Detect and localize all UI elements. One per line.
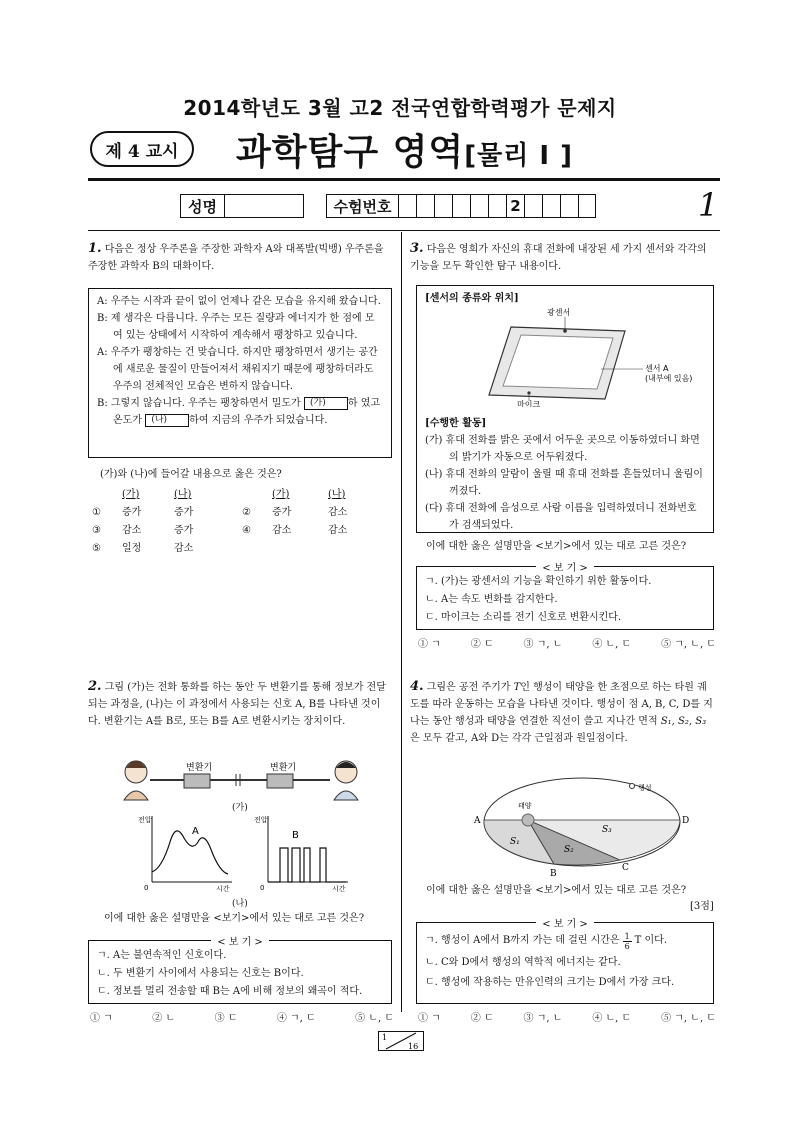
point-b: B — [550, 869, 557, 879]
q3-answer[interactable]: ⑤ ㄱ, ㄴ, ㄷ — [661, 639, 716, 650]
q3-answer[interactable]: ② ㄷ — [470, 639, 494, 650]
point-a: A — [474, 816, 481, 826]
q2-fig-ga: (가) — [232, 803, 248, 813]
q2-answer[interactable]: ③ ㄷ — [214, 1013, 238, 1024]
q1-option-row — [92, 522, 392, 540]
page-counter — [378, 1031, 424, 1051]
sensor-a-label: 센서 A — [645, 364, 669, 373]
q2-bogi-box — [88, 937, 392, 1004]
q3-number: 3. — [410, 241, 424, 256]
signal-a-label: A — [192, 826, 199, 837]
q2-question: 이에 대한 옳은 설명만을 <보기>에서 있는 대로 고른 것은? — [104, 913, 365, 924]
q2-x-label-a: 시간 — [216, 885, 230, 893]
q4-points: [3점] — [690, 901, 714, 912]
q1-option-value: 감소 — [328, 507, 348, 518]
q3-answers — [418, 636, 716, 654]
q2-bogi-item: ㄷ. 정보를 멀리 전송할 때 B는 A에 비해 정보의 왜곡이 적다. — [97, 986, 363, 997]
column-divider — [401, 232, 402, 1012]
q2-origin-a: 0 — [144, 884, 149, 892]
q1-col-header: (가) — [272, 489, 290, 500]
area-s1: S₁ — [510, 837, 520, 847]
q4-answer[interactable]: ③ ㄱ, ㄴ — [523, 1013, 563, 1024]
exam-number-box[interactable] — [416, 194, 434, 218]
q4-bogi-item: ㄷ. 행성에 작용하는 만유인력의 크기는 D에서 가장 크다. — [425, 977, 675, 988]
q2-x-label-b: 시간 — [332, 885, 346, 893]
q1-options — [92, 486, 392, 558]
signal-b-label: B — [292, 830, 299, 841]
q3-answer[interactable]: ③ ㄱ, ㄴ — [523, 639, 563, 650]
exam-title: 2014학년도 3월 고2 전국연합학력평가 문제지 — [183, 96, 617, 120]
q3-info-box — [416, 285, 714, 533]
q2-stem — [88, 678, 392, 730]
exam-number-box[interactable] — [470, 194, 488, 218]
q2-answer[interactable]: ② ㄴ — [152, 1013, 176, 1024]
q1-blank-ga: (가) — [304, 397, 348, 410]
q2-signal-graphs — [132, 812, 372, 894]
q1-dialog-text: 였고 온도가 — [113, 398, 381, 426]
q2-origin-b: 0 — [260, 884, 265, 892]
q1-option-number[interactable]: ③ — [92, 525, 101, 536]
q2-y-label-a: 전압 — [138, 816, 152, 824]
q1-option-number[interactable]: ⑤ — [92, 543, 101, 554]
header-bottom-rule — [88, 230, 720, 231]
converter-label-1: 변환기 — [186, 763, 213, 773]
q1-option-value: 증가 — [122, 507, 142, 518]
q2-text: 그림 (가)는 전화 통화를 하는 동안 두 변환기를 통해 정보가 전달되는 과정을, (나)는 이 과정에서 사용되는 신호 A, B를 나타낸 것이다. 변환기는 A를 B로, 또는 B를 A로 변환시키는 장치이다. — [88, 682, 386, 727]
q4-answer[interactable]: ① ㄱ — [418, 1013, 441, 1024]
q2-bogi-item: ㄴ. 두 변환기 사이에서 사용되는 신호는 B이다. — [97, 968, 304, 979]
q3-bogi-item: ㄴ. A는 속도 변화를 감지한다. — [425, 594, 558, 605]
q2-y-label-b: 전압 — [254, 816, 268, 824]
point-c: C — [622, 863, 629, 873]
q1-option-number[interactable]: ① — [92, 507, 101, 518]
subject-sub: [물리 I ] — [464, 141, 573, 171]
q1-option-value: 증가 — [174, 525, 194, 536]
q2-number: 2. — [88, 679, 102, 694]
q3-bogi-item: ㄷ. 마이크는 소리를 전기 신호로 변환시킨다. — [425, 612, 622, 623]
name-field[interactable] — [224, 194, 304, 218]
q1-col-header: (가) — [122, 489, 140, 500]
q4-answers — [418, 1010, 716, 1028]
exam-number-box[interactable] — [434, 194, 452, 218]
exam-number-box[interactable] — [578, 194, 596, 218]
page-total: 16 — [408, 1042, 419, 1051]
q2-fig-na: (나) — [232, 899, 248, 909]
area-s3: S₃ — [602, 825, 612, 835]
q4-number: 4. — [410, 679, 424, 694]
q2-answers — [90, 1010, 394, 1028]
q1-option-value: 증가 — [174, 507, 194, 518]
subject-title — [236, 124, 573, 175]
q1-dialog-line: A: 우주가 팽창하는 건 맞습니다. 하지만 팽창하면서 생기는 공간에 새로운 물질이 만들어져서 채워지기 때문에 팽창하더라도 우주의 전체적인 모습은 변하지 않습니다. — [97, 347, 378, 392]
q1-option-value: 감소 — [272, 525, 292, 536]
q2-answer[interactable]: ⑤ ㄴ, ㄷ — [355, 1013, 394, 1024]
q1-option-number[interactable]: ② — [242, 507, 251, 518]
exam-number-digit: 2 — [506, 194, 524, 218]
exam-number-box[interactable] — [542, 194, 560, 218]
q4-areas: S₁, S₂, S₃ — [660, 716, 707, 727]
exam-number-box[interactable] — [488, 194, 506, 218]
q4-answer[interactable]: ④ ㄴ, ㄷ — [592, 1013, 632, 1024]
q3-stem — [410, 240, 715, 275]
fraction-denominator: 6 — [624, 941, 630, 951]
q1-option-value: 증가 — [272, 507, 292, 518]
planet-label: 행성 — [638, 784, 652, 792]
q1-blank-na: (나) — [145, 414, 189, 427]
q1-option-value: 일정 — [122, 543, 142, 554]
q4-question: 이에 대한 옳은 설명만을 <보기>에서 있는 대로 고른 것은? — [426, 885, 687, 896]
q2-phone-diagram — [122, 752, 362, 802]
q2-answer[interactable]: ④ ㄱ, ㄷ — [276, 1013, 316, 1024]
exam-number-box[interactable] — [398, 194, 416, 218]
q3-activity: (다) 휴대 전화에 음성으로 사람 이름을 입력하였더니 전화번호가 검색되었다. — [425, 503, 697, 531]
q1-col-header: (나) — [174, 489, 192, 500]
header-rule — [88, 178, 720, 181]
q4-stem — [410, 678, 715, 747]
q3-bogi-item: ㄱ. (가)는 광센서의 기능을 확인하기 위한 활동이다. — [425, 576, 652, 587]
page-number: 1 — [698, 186, 719, 224]
q4-answer[interactable]: ② ㄷ — [470, 1013, 494, 1024]
q4-orbit-diagram — [472, 776, 690, 880]
student-info-row — [180, 194, 596, 218]
exam-number-box[interactable] — [452, 194, 470, 218]
q4-bogi-text: ㄱ. 행성이 A에서 B까지 가는 데 걸린 시간은 — [425, 935, 620, 946]
q2-bogi-item: ㄱ. A는 불연속적인 신호이다. — [97, 950, 227, 961]
converter-label-2: 변환기 — [270, 763, 297, 773]
q1-option-row — [92, 540, 392, 558]
area-s2: S₂ — [564, 845, 574, 855]
q1-col-header: (나) — [328, 489, 346, 500]
q1-option-row — [92, 504, 392, 522]
q1-question: (가)와 (나)에 들어갈 내용으로 옳은 것은? — [100, 469, 282, 480]
q1-dialog-text: B: 그렇지 않습니다. 우주는 팽창하면서 밀도가 — [97, 398, 301, 409]
sensor-a-note: (내부에 있음) — [645, 374, 693, 383]
point-d: D — [682, 816, 690, 826]
light-sensor-label: 광센서 — [547, 308, 571, 317]
q1-dialog-line: B: 제 생각은 다릅니다. 우주는 모든 질량과 에너지가 한 점에 모여 있는 상태에서 시작하여 계속해서 팽창하고 있습니다. — [97, 313, 375, 341]
q4-text: 그림은 공전 주기가 — [426, 682, 511, 693]
sun-label: 태양 — [518, 802, 532, 810]
q1-dialog-line — [97, 395, 383, 429]
q3-bogi-box — [416, 563, 714, 630]
q3-sensor-heading: [센서의 종류와 위치] — [425, 293, 519, 304]
q1-dialog-line: A: 우주는 시작과 끝이 없이 언제나 같은 모습을 유지해 왔습니다. — [97, 296, 381, 307]
q1-option-value: 감소 — [174, 543, 194, 554]
exam-number-box[interactable] — [560, 194, 578, 218]
name-label: 성명 — [180, 194, 224, 218]
q4-text: 은 모두 같고, A와 D는 각각 근일점과 원일점이다. — [410, 733, 628, 744]
mic-label: 마이크 — [517, 400, 541, 407]
q1-dialog-text: 하여 지금의 우주가 되었습니다. — [189, 415, 328, 426]
q1-option-value: 감소 — [328, 525, 348, 536]
q3-answer[interactable]: ① ㄱ — [418, 639, 441, 650]
exam-number-box[interactable] — [524, 194, 542, 218]
q3-activity-heading: [수행한 활동] — [425, 418, 487, 429]
q3-question: 이에 대한 옳은 설명만을 <보기>에서 있는 대로 고른 것은? — [426, 541, 687, 552]
q3-activity: (나) 휴대 전화의 알람이 울릴 때 휴대 전화를 흔들었더니 울림이 꺼졌다. — [425, 469, 703, 497]
q3-answer[interactable]: ④ ㄴ, ㄷ — [592, 639, 632, 650]
q3-text: 다음은 영희가 자신의 휴대 전화에 내장된 세 가지 센서와 각각의 기능을 모두 확인한 탐구 내용이다. — [410, 244, 707, 272]
period-badge: 제 4 교시 — [90, 131, 194, 167]
subject-name: 과학탐구 영역 — [236, 132, 465, 173]
page-current: 1 — [382, 1033, 388, 1042]
q1-option-value: 감소 — [122, 525, 142, 536]
q1-dialog-text: 하 — [347, 398, 358, 409]
q4-period-symbol: T — [513, 682, 521, 693]
q4-text: 인 행성이 태양을 한 초점으로 하는 타원 궤도를 따라 운동하는 모습을 나타낸 것이다. 행성이 점 A, B, C, D를 지나는 동안 행성과 태양을 연결한 직선이 쓸고 지나간 면적 — [410, 682, 713, 727]
q1-option-number[interactable]: ④ — [242, 525, 251, 536]
q4-bogi-box — [416, 919, 714, 1004]
q4-bogi-item: ㄴ. C와 D에서 행성의 역학적 에너지는 같다. — [425, 957, 621, 968]
q4-bogi-text: T 이다. — [634, 935, 668, 946]
q1-text: 다음은 정상 우주론을 주장한 과학자 A와 대폭발(빅뱅) 우주론을 주장한 과학자 B의 대화이다. — [88, 244, 384, 272]
q3-bogi-title: < 보 기 > — [536, 563, 594, 574]
q1-stem — [88, 240, 392, 275]
fraction-numerator: 1 — [624, 931, 630, 941]
q2-answer[interactable]: ① ㄱ — [90, 1013, 113, 1024]
q1-number: 1. — [88, 241, 102, 256]
q1-dialog-box — [88, 288, 392, 458]
exam-number-label: 수험번호 — [326, 194, 398, 218]
q3-phone-figure — [425, 307, 707, 407]
q4-bogi-title: < 보 기 > — [536, 919, 594, 930]
q2-bogi-title: < 보 기 > — [211, 937, 269, 948]
q3-activity: (가) 휴대 전화를 밝은 곳에서 어두운 곳으로 이동하였더니 화면의 밝기가 자동으로 어두워졌다. — [425, 435, 700, 463]
q4-answer[interactable]: ⑤ ㄱ, ㄴ, ㄷ — [661, 1013, 716, 1024]
